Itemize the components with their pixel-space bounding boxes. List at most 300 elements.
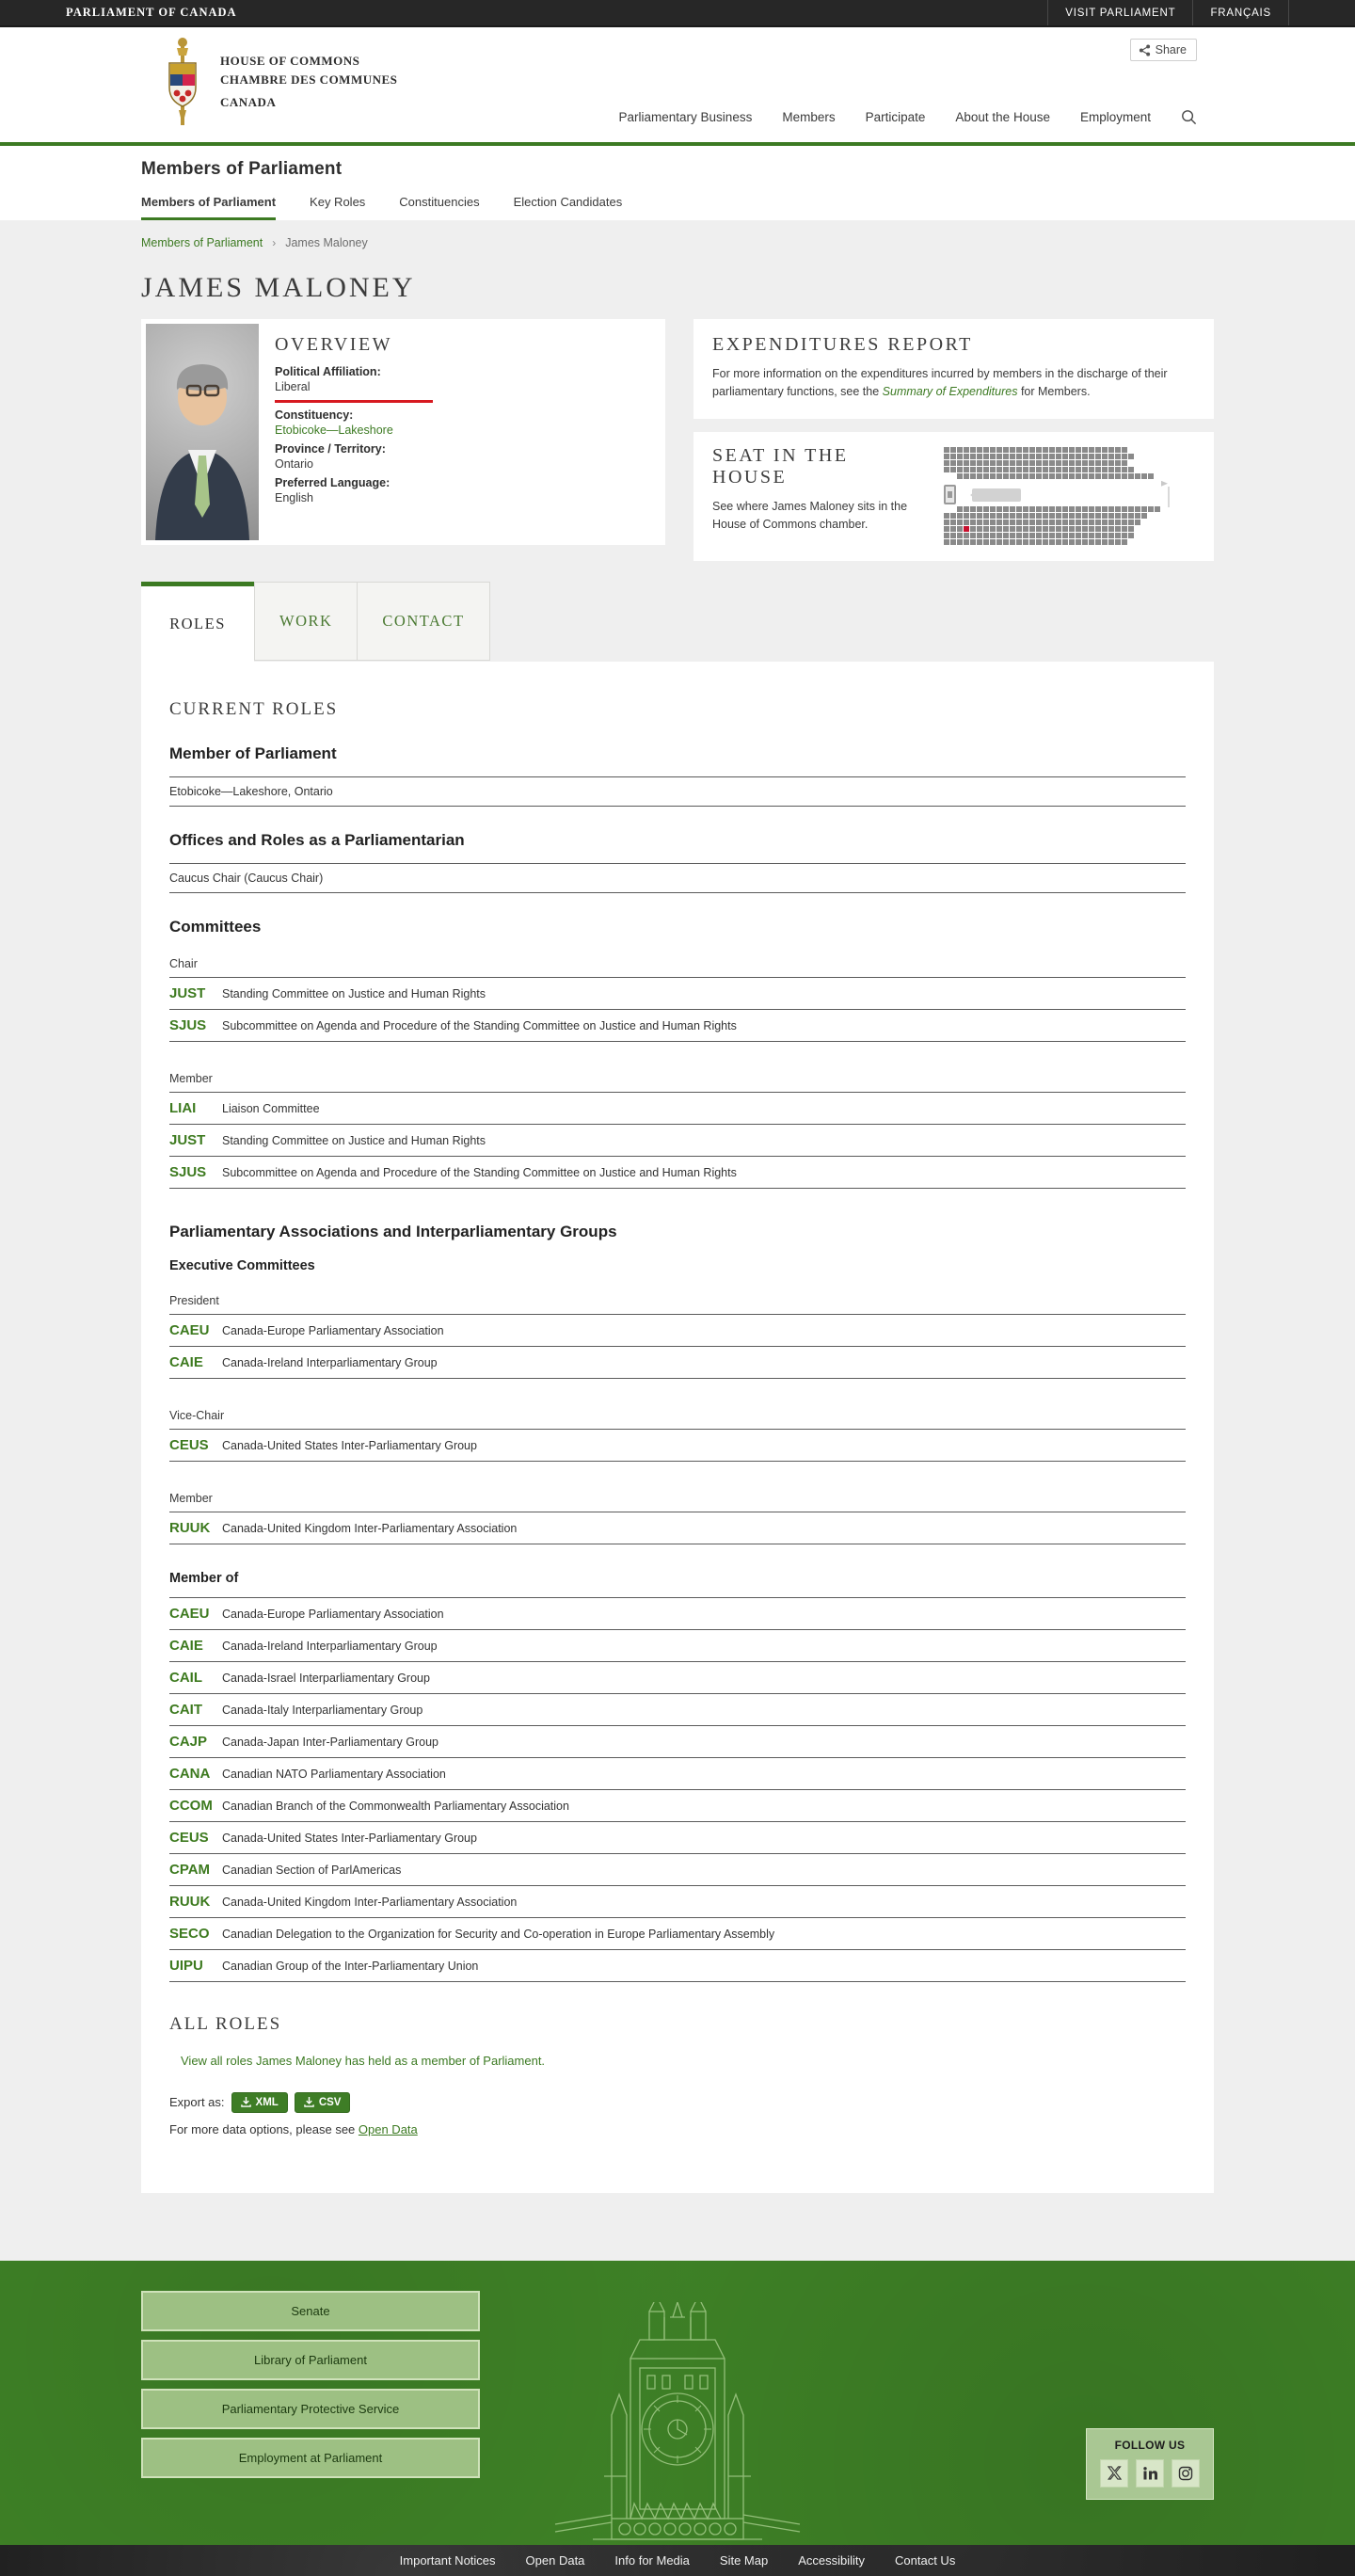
seat-square (983, 520, 989, 525)
footer-senate-button[interactable]: Senate (141, 2291, 480, 2331)
main-navigation (619, 109, 1197, 125)
seat-square (1043, 460, 1048, 466)
seat-square (1089, 460, 1094, 466)
seat-square (1049, 454, 1055, 459)
seat-square (1036, 533, 1042, 538)
seat-square (1135, 520, 1140, 525)
organization-code-link[interactable]: SJUS (169, 1163, 207, 1180)
summary-of-expenditures-link[interactable]: Summary of Expenditures (882, 385, 1018, 399)
seat-square (1076, 454, 1081, 459)
download-icon (241, 2097, 251, 2107)
clerk-table-icon (972, 488, 1021, 502)
seat-square (1108, 473, 1114, 479)
political-affiliation-label: Political Affiliation: (275, 365, 381, 378)
seat-square (1003, 513, 1009, 519)
seat-square (1023, 533, 1028, 538)
breadcrumb (141, 220, 1214, 259)
organization-code-link[interactable]: CANA (169, 1765, 211, 1782)
organization-code-link[interactable]: CAJP (169, 1733, 208, 1750)
organization-code-link[interactable]: CAEU (169, 1605, 210, 1622)
role-description: Caucus Chair (Caucus Chair) (169, 871, 324, 885)
seat-square (964, 454, 969, 459)
role-row (169, 1315, 1186, 1347)
organization-code-link[interactable]: UIPU (169, 1957, 203, 1974)
nav-parliamentary-business[interactable]: Parliamentary Business (618, 110, 753, 124)
accessibility-link[interactable]: Accessibility (798, 2552, 866, 2568)
share-icon (1139, 44, 1151, 56)
seat-square (1062, 533, 1068, 538)
seat-square (1049, 526, 1055, 532)
site-map-link[interactable]: Site Map (719, 2552, 769, 2568)
seat-square (1003, 473, 1009, 479)
organization-code-link[interactable]: CAEU (169, 1321, 210, 1338)
roles-subsection-heading: Executive Committees (169, 1257, 315, 1273)
subnav-constituencies[interactable]: Constituencies (399, 195, 480, 209)
organization-code-link[interactable]: CAIE (169, 1353, 203, 1370)
seat-square (1003, 467, 1009, 472)
organization-code-link[interactable]: CCOM (169, 1797, 213, 1814)
seat-square (1115, 526, 1121, 532)
seat-square (1115, 533, 1121, 538)
seat-square (1122, 520, 1127, 525)
seat-square (1069, 513, 1075, 519)
seat-square (1016, 473, 1022, 479)
seat-square (983, 513, 989, 519)
role-row (169, 1597, 1186, 1630)
organization-code-link[interactable]: JUST (169, 1131, 206, 1148)
seat-square (970, 454, 976, 459)
seat-square (1089, 447, 1094, 453)
seat-square (983, 539, 989, 545)
seat-square (1128, 520, 1134, 525)
seat-square (1122, 506, 1127, 512)
seat-square (1023, 506, 1028, 512)
seat-square (1108, 447, 1114, 453)
seat-square (944, 513, 949, 519)
role-description: Canada-Ireland Interparliamentary Group (222, 1639, 438, 1653)
seat-square (1056, 506, 1061, 512)
seat-square (1062, 506, 1068, 512)
seat-square (1029, 460, 1035, 466)
info-for-media-link[interactable]: Info for Media (614, 2552, 690, 2568)
tab-roles[interactable]: ROLES (141, 582, 254, 662)
seat-square (944, 533, 949, 538)
aisle-flag-icon (1161, 481, 1168, 487)
seat-square (1062, 454, 1068, 459)
subnav-members-of-parliament[interactable]: Members of Parliament (141, 195, 276, 220)
instagram-icon[interactable] (1172, 2459, 1200, 2488)
seat-square (983, 526, 989, 532)
seat-square (1043, 513, 1048, 519)
organization-code-link[interactable]: CEUS (169, 1829, 209, 1846)
seat-square (970, 506, 976, 512)
seat-square (996, 506, 1002, 512)
seat-square (1089, 520, 1094, 525)
seat-square (1036, 520, 1042, 525)
breadcrumb-members-link[interactable]: Members of Parliament (141, 236, 263, 249)
seat-square (990, 526, 996, 532)
speaker-chair-icon (944, 485, 956, 504)
seat-square (1102, 467, 1108, 472)
search-icon[interactable] (1181, 109, 1197, 125)
seat-square (1036, 447, 1042, 453)
seat-square (1049, 533, 1055, 538)
seat-square (1016, 506, 1022, 512)
seat-square (1128, 533, 1134, 538)
seat-square (1095, 526, 1101, 532)
organization-code-link[interactable]: SJUS (169, 1016, 207, 1033)
seat-square (983, 473, 989, 479)
seat-square (1122, 454, 1127, 459)
seat-square (1036, 473, 1042, 479)
seat-square (1128, 473, 1134, 479)
seat-square (1036, 460, 1042, 466)
seat-square (1043, 526, 1048, 532)
seat-square (996, 473, 1002, 479)
organization-code-link[interactable]: LIAI (169, 1099, 197, 1116)
seat-square (1128, 467, 1134, 472)
seat-square (977, 506, 982, 512)
subnav-key-roles[interactable]: Key Roles (310, 195, 366, 209)
seat-square (944, 539, 949, 545)
seat-square (970, 533, 976, 538)
organization-code-link[interactable]: CAIL (169, 1669, 202, 1686)
seat-square (1023, 539, 1028, 545)
seat-square (1095, 473, 1101, 479)
seat-square (1082, 539, 1088, 545)
seat-square (1122, 539, 1127, 545)
seat-square (1010, 454, 1015, 459)
seat-square (957, 506, 963, 512)
seat-square (1029, 467, 1035, 472)
role-row (169, 1157, 1186, 1189)
seat-square (1043, 533, 1048, 538)
subnav-election-candidates[interactable]: Election Candidates (513, 195, 623, 209)
seat-square (1023, 460, 1028, 466)
language-toggle-link[interactable]: FRANÇAIS (1192, 0, 1289, 25)
seat-square (1115, 539, 1121, 545)
x-twitter-icon[interactable] (1100, 2459, 1128, 2488)
seat-square (944, 467, 949, 472)
seat-square (1023, 513, 1028, 519)
roles-section-heading: Member of Parliament (169, 744, 337, 762)
seat-square (1062, 520, 1068, 525)
seat-square (1115, 520, 1121, 525)
organization-code-link[interactable]: JUST (169, 984, 206, 1001)
footer-library-button[interactable]: Library of Parliament (141, 2340, 480, 2380)
seat-square (1036, 454, 1042, 459)
roles-panel (141, 662, 1214, 2193)
seat-square (957, 539, 963, 545)
bottom-links-bar (0, 2545, 1355, 2576)
seat-square (990, 506, 996, 512)
seat-square (1148, 506, 1154, 512)
important-notices-link[interactable]: Important Notices (399, 2552, 496, 2568)
seat-square (1049, 467, 1055, 472)
role-description: Standing Committee on Justice and Human Rights (222, 986, 486, 1000)
wordmark: HOUSE OF COMMONS CHAMBRE DES COMMUNES CANADA (220, 53, 398, 110)
seat-square (1089, 473, 1094, 479)
seat-square (1069, 526, 1075, 532)
seat-square (1108, 520, 1114, 525)
seat-square (1095, 460, 1101, 466)
seat-square (1102, 539, 1108, 545)
seat-square (1056, 460, 1061, 466)
seat-map[interactable] (944, 447, 1170, 548)
nav-about-the-house[interactable]: About the House (955, 110, 1050, 124)
seat-square (990, 447, 996, 453)
overview-card (141, 319, 665, 545)
seat-square (1076, 506, 1081, 512)
seat-square (1029, 506, 1035, 512)
seat-square (1010, 539, 1015, 545)
role-description: Canada-United States Inter-Parliamentary Group (222, 1831, 477, 1845)
seat-square (1128, 513, 1134, 519)
role-row (169, 1125, 1186, 1157)
organization-code-link[interactable]: CAIE (169, 1637, 203, 1654)
role-row (169, 1010, 1186, 1042)
seat-square (1003, 526, 1009, 532)
seat-square (1010, 473, 1015, 479)
seat-square (990, 473, 996, 479)
export-as-label: Export as: (169, 2095, 225, 2110)
seat-square (957, 520, 963, 525)
seat-square (1122, 447, 1127, 453)
seat-square (957, 467, 963, 472)
seat-square (1036, 539, 1042, 545)
seat-square (1056, 454, 1061, 459)
seat-square (1029, 520, 1035, 525)
seat-square (970, 460, 976, 466)
seat-square (1102, 473, 1108, 479)
seat-square (1010, 506, 1015, 512)
role-group-label: Chair (169, 957, 1186, 978)
seat-square (1108, 460, 1114, 466)
role-row (169, 1950, 1186, 1982)
seat-square (970, 447, 976, 453)
organization-code-link[interactable]: RUUK (169, 1519, 211, 1536)
roles-section-heading: Offices and Roles as a Parliamentarian (169, 830, 465, 849)
province-value: Ontario (275, 457, 313, 471)
all-roles-heading: ALL ROLES (169, 2013, 282, 2034)
role-group-label: Member (169, 1072, 1186, 1093)
seat-square (983, 467, 989, 472)
seat-square (1128, 526, 1134, 532)
seat-square (1023, 520, 1028, 525)
seat-square (1082, 506, 1088, 512)
seat-square (996, 454, 1002, 459)
seat-square (1076, 447, 1081, 453)
footer-employment-button[interactable]: Employment at Parliament (141, 2438, 480, 2478)
organization-code-link[interactable]: RUUK (169, 1893, 211, 1910)
constituency-link[interactable]: Etobicoke—Lakeshore (275, 424, 393, 437)
overview-heading: OVERVIEW (275, 334, 393, 355)
seat-square (1049, 520, 1055, 525)
seat-square (1082, 447, 1088, 453)
open-data-link[interactable]: Open Data (358, 2121, 418, 2136)
seat-square (1095, 467, 1101, 472)
role-description: Standing Committee on Justice and Human Rights (222, 1133, 486, 1147)
seat-square (990, 539, 996, 545)
seat-square (983, 447, 989, 453)
seat-square (1122, 513, 1127, 519)
seat-square (1108, 467, 1114, 472)
seat-square (1069, 539, 1075, 545)
role-row (169, 978, 1186, 1010)
tab-contact[interactable]: CONTACT (358, 582, 489, 661)
seat-square (1023, 447, 1028, 453)
seat-square (996, 539, 1002, 545)
seat-square (1029, 533, 1035, 538)
role-group-label: President (169, 1294, 1186, 1315)
seat-square (1043, 454, 1048, 459)
seat-square (950, 526, 956, 532)
role-row (169, 1790, 1186, 1822)
seat-square (1016, 454, 1022, 459)
profile-tabs (141, 582, 1214, 662)
seat-square (1043, 520, 1048, 525)
seat-square (1023, 454, 1028, 459)
aisle-bar (1168, 487, 1170, 507)
seat-square (944, 520, 949, 525)
seat-square (1029, 473, 1035, 479)
seat-square (1076, 467, 1081, 472)
seat-square (1023, 467, 1028, 472)
seat-square (1122, 467, 1127, 472)
visit-parliament-link[interactable]: VISIT PARLIAMENT (1047, 0, 1192, 25)
seat-square (1016, 539, 1022, 545)
linkedin-icon[interactable] (1136, 2459, 1164, 2488)
role-row (169, 1347, 1186, 1379)
seat-square (970, 539, 976, 545)
seat-square (1010, 526, 1015, 532)
site-header (0, 27, 1355, 146)
seat-square (1010, 467, 1015, 472)
organization-code-link[interactable]: SECO (169, 1925, 210, 1942)
seat-square (970, 473, 976, 479)
seat-square (1049, 473, 1055, 479)
seat-square (1122, 460, 1127, 466)
seat-square (1056, 533, 1061, 538)
seat-square (977, 539, 982, 545)
nav-employment[interactable]: Employment (1079, 110, 1151, 124)
follow-us-box (1086, 2428, 1214, 2500)
organization-code-link[interactable]: CAIT (169, 1701, 202, 1718)
organization-code-link[interactable]: CEUS (169, 1436, 209, 1453)
seat-square (1082, 473, 1088, 479)
seat-square (1016, 526, 1022, 532)
seat-square (1036, 513, 1042, 519)
open-data-footer-link[interactable]: Open Data (525, 2552, 585, 2568)
seat-square (1043, 506, 1048, 512)
seat-square (1043, 447, 1048, 453)
seat-square (1076, 539, 1081, 545)
nav-members[interactable]: Members (782, 110, 836, 124)
seat-square (1089, 533, 1094, 538)
seat-square (1062, 460, 1068, 466)
section-subnav (141, 195, 1214, 220)
roles-section-heading: Member of (169, 1570, 239, 1586)
seat-square (1095, 506, 1101, 512)
seat-square (1102, 513, 1108, 519)
tab-work[interactable]: WORK (254, 582, 358, 661)
roles-section-heading: Committees (169, 917, 262, 936)
seat-square (964, 447, 969, 453)
view-all-roles-link[interactable]: View all roles James Maloney has held as a member of Parliament. (181, 2053, 546, 2068)
seat-square (944, 447, 949, 453)
seat-square (1056, 473, 1061, 479)
seat-square (990, 520, 996, 525)
contact-us-link[interactable]: Contact Us (895, 2552, 956, 2568)
seat-square (983, 460, 989, 466)
role-group-label: Member (169, 1492, 1186, 1512)
seat-square (1076, 473, 1081, 479)
seat-square (1056, 513, 1061, 519)
house-of-commons-logo[interactable] (158, 35, 397, 129)
role-row (169, 1512, 1186, 1544)
role-description: Canada-United States Inter-Parliamentary Group (222, 1438, 477, 1452)
role-row (169, 1093, 1186, 1125)
seat-square (964, 539, 969, 545)
seat-square (1095, 513, 1101, 519)
member-seat-highlight (964, 526, 969, 532)
seat-square (950, 460, 956, 466)
role-description: Canadian Section of ParlAmericas (222, 1863, 402, 1877)
export-csv-button[interactable]: CSV (295, 2092, 351, 2113)
seat-square (964, 533, 969, 538)
seat-square (1062, 539, 1068, 545)
role-description: Liaison Committee (222, 1101, 320, 1115)
breadcrumb-current: James Maloney (285, 236, 368, 249)
seat-square (944, 526, 949, 532)
site-footer (0, 2261, 1355, 2545)
seat-square (1056, 539, 1061, 545)
seat-square (1010, 533, 1015, 538)
seat-square (1115, 460, 1121, 466)
seat-square (1095, 539, 1101, 545)
seat-square (1148, 473, 1154, 479)
export-xml-button[interactable]: XML (231, 2092, 288, 2113)
role-row (169, 1918, 1186, 1950)
download-icon (304, 2097, 314, 2107)
seat-square (1062, 467, 1068, 472)
role-description: Etobicoke—Lakeshore, Ontario (169, 784, 333, 798)
seat-card (693, 432, 1214, 561)
seat-square (1049, 539, 1055, 545)
share-button[interactable]: Share (1130, 39, 1197, 61)
nav-participate[interactable]: Participate (865, 110, 926, 124)
footer-protective-service-button[interactable]: Parliamentary Protective Service (141, 2389, 480, 2429)
seat-square (1135, 473, 1140, 479)
seat-square (957, 513, 963, 519)
seat-square (1102, 454, 1108, 459)
seat-square (1108, 513, 1114, 519)
seat-square (1089, 454, 1094, 459)
seat-square (964, 467, 969, 472)
role-description: Canada-Japan Inter-Parliamentary Group (222, 1735, 438, 1749)
seat-square (1108, 454, 1114, 459)
seat-square (1069, 473, 1075, 479)
seat-square (1043, 473, 1048, 479)
seat-square (1003, 539, 1009, 545)
organization-code-link[interactable]: CPAM (169, 1861, 211, 1878)
seat-square (1076, 460, 1081, 466)
expenditures-text: For more information on the expenditures incurred by members in the discharge of their parliamentary functions, see the Summary of Expenditures for Members. (712, 367, 1168, 399)
seat-square (1076, 520, 1081, 525)
seat-square (1069, 533, 1075, 538)
seat-square (1122, 473, 1127, 479)
seat-square (1023, 526, 1028, 532)
